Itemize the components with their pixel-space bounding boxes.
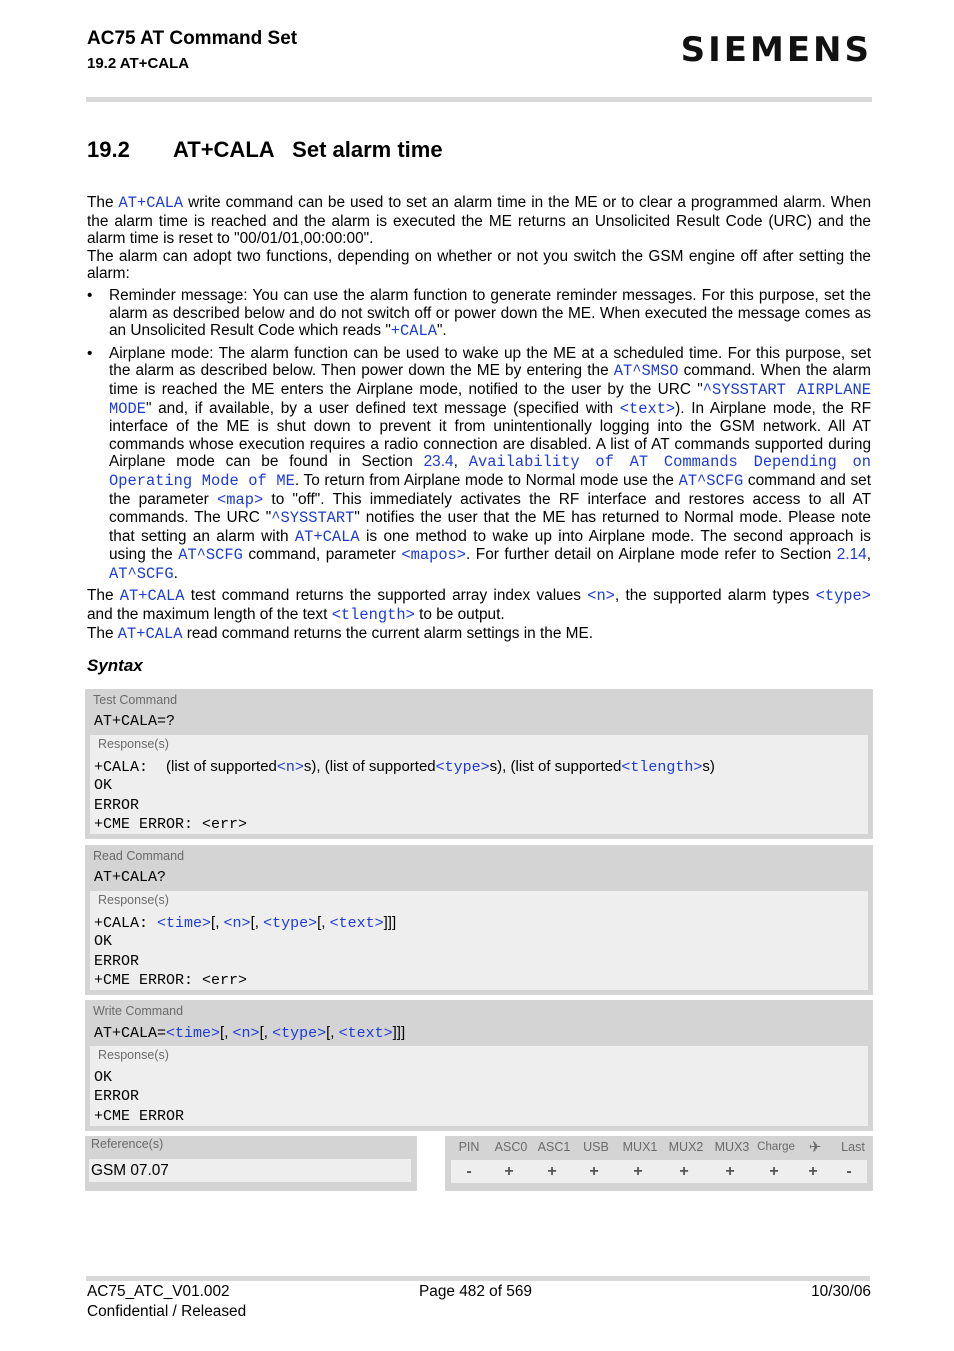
read-command-syntax: AT+CALA? (94, 869, 167, 886)
syntax-heading: Syntax (87, 656, 143, 675)
link-at-cala[interactable]: AT+CALA (117, 624, 183, 643)
link-at-scfg[interactable]: AT^SCFG (178, 546, 243, 565)
interface-table (445, 1136, 873, 1191)
col-asc0: ASC0 (494, 1140, 528, 1154)
write-response-block (90, 1046, 868, 1126)
bullet-reminder: • Reminder message: You can use the alarm function to generate reminder messages. For this purpose, set the alarm as described below and do not switch off or power down the ME. When executed the message comes as an Unsolicited Result Code which reads "+CALA". (87, 287, 871, 341)
siemens-logo: SIEMENS (680, 30, 872, 70)
link-cala-urc[interactable]: +CALA (390, 322, 437, 341)
document-title: AC75 AT Command Set (87, 28, 298, 49)
interface-table-header (445, 1136, 873, 1158)
reference-box (85, 1136, 417, 1191)
header-divider (86, 97, 872, 102)
body-text (87, 194, 871, 643)
paragraph: The alarm can adopt two functions, depending on whether or not you switch the GSM engine off after setting the alarm: (87, 247, 871, 283)
link-at-scfg[interactable]: AT^SCFG (109, 564, 174, 583)
response-line: +CALA: (list of supported<n>s), (list of supported<type>s), (list of supported<tlength>s) (94, 758, 715, 776)
col-usb: USB (583, 1140, 609, 1154)
link-text-param[interactable]: <text> (329, 915, 384, 932)
link-at-cala[interactable]: AT+CALA (294, 527, 360, 546)
link-n-param[interactable]: <n> (587, 587, 615, 606)
link-sysstart-airplane[interactable]: ^SYSSTART AIRPLANE MODE (109, 380, 871, 418)
value-mux2: + (679, 1162, 689, 1180)
test-command-syntax: AT+CALA=? (94, 713, 176, 730)
section-title: AT+CALA Set alarm time (173, 137, 443, 162)
link-tlength-param[interactable]: <tlength> (331, 606, 415, 625)
link-sysstart[interactable]: ^SYSSTART (271, 509, 355, 528)
link-n-param[interactable]: <n> (232, 1025, 260, 1042)
bullet-airplane: • Airplane mode: The alarm function can be used to wake up the ME at a scheduled time. For this purpose, set the alarm as described below. Then power down the ME by entering the AT^SMSO command. When the alarm time is reached the ME enters the Airplane mode, notified to the user by the URC "^SYSSTART AIRPLANE MODE" and, if available, by a user defined text message (specified with <text>). In Airplane mode, the RF interface of the ME is shut down to prevent it from unintentionally logging into the GSM network. All AT commands whose execution requires a radio connection are disabled. A list of AT commands supported during Airplane mode can be found in Section 23.4, Availability of AT Commands Depending on Operating Mode of ME. To return from Airplane mode to Normal mode use the AT^SCFG command and set the parameter <map> to "off". This immediately activates the RF interface and restores access to all AT commands. The URC "^SYSSTART" notifies the user that the ME has returned to Normal mode. Please note that setting an alarm with AT+CALA is one method to wake up into Airplane mode. The second approach is using the AT^SCFG command, parameter <mapos>. For further detail on Airplane mode refer to Section 2.14, AT^SCFG. (87, 345, 871, 584)
link-time-param[interactable]: <time> (157, 915, 212, 932)
read-response-block (90, 891, 868, 990)
value-pin: - (466, 1162, 472, 1180)
link-at-cala[interactable]: AT+CALA (119, 587, 185, 606)
link-type-param[interactable]: <type> (263, 915, 318, 932)
response-line: ERROR (94, 1088, 140, 1106)
response-line: ERROR (94, 952, 140, 970)
response-line: ERROR (94, 796, 140, 814)
response-line: +CME ERROR (94, 1107, 185, 1125)
read-command-label: Read Command (93, 849, 185, 863)
paragraph: The AT+CALA read command returns the current alarm settings in the ME. (87, 624, 594, 643)
test-command-label: Test Command (93, 693, 178, 707)
value-mux3: + (725, 1162, 735, 1180)
section-number: 19.2 (87, 137, 130, 162)
interface-table-values (451, 1160, 867, 1183)
link-n-param[interactable]: <n> (276, 759, 304, 776)
link-availability[interactable]: Availability of AT Commands Depending on Operating Mode of ME (109, 453, 871, 490)
link-section-2-14[interactable]: 2.14 (836, 546, 867, 564)
response-line: OK (94, 933, 113, 951)
response-line: +CALA: <time>[, <n>[, <type>[, <text>]]] (94, 914, 397, 932)
response-line: +CME ERROR: <err> (94, 971, 248, 989)
response-label: Response(s) (98, 1048, 169, 1062)
col-mux1: MUX1 (622, 1140, 658, 1154)
link-time-param[interactable]: <time> (166, 1025, 221, 1042)
write-command-block (85, 1000, 873, 1131)
response-line: +CME ERROR: <err> (94, 815, 248, 833)
response-label: Response(s) (98, 893, 169, 907)
footer-divider (86, 1276, 870, 1281)
value-asc1: + (547, 1162, 557, 1180)
footer-status: Confidential / Released (87, 1303, 247, 1320)
read-command-block (85, 845, 873, 995)
footer-date: 10/30/06 (811, 1283, 871, 1300)
response-line: OK (94, 777, 113, 795)
paragraph: The AT+CALA test command returns the supported array index values <n>, the supported alarm types <type> and the maximum length of the text <tlength> to be output. (87, 587, 872, 625)
link-type-param[interactable]: <type> (815, 587, 872, 606)
write-command-syntax: AT+CALA=<time>[, <n>[, <type>[, <text>]]] (94, 1024, 406, 1042)
col-pin: PIN (458, 1140, 480, 1154)
paragraph: The AT+CALA write command can be used to set an alarm time in the ME or to clear a programmed alarm. When the alarm time is reached and the alarm is executed the ME returns an Unsolicited Result Code (URC) and the alarm time is reset to "00/01/01,00:00:00". (87, 194, 872, 248)
value-mux1: + (633, 1162, 643, 1180)
section-heading (87, 137, 443, 163)
col-charge: Charge (757, 1141, 795, 1153)
link-type-param[interactable]: <type> (272, 1025, 327, 1042)
value-last: - (846, 1162, 852, 1180)
test-command-block (85, 689, 873, 839)
test-response-block (90, 735, 868, 834)
link-section-23-4[interactable]: 23.4 (423, 453, 454, 471)
response-line: OK (94, 1069, 113, 1086)
link-type-param[interactable]: <type> (435, 759, 490, 776)
document-subtitle: 19.2 AT+CALA (87, 55, 190, 72)
link-mapos-param[interactable]: <mapos> (401, 546, 467, 565)
footer-page-number: Page 482 of 569 (419, 1283, 532, 1300)
link-n-param[interactable]: <n> (223, 915, 251, 932)
link-tlength-param[interactable]: <tlength> (621, 759, 703, 776)
reference-value: GSM 07.07 (89, 1159, 411, 1182)
value-asc0: + (504, 1162, 514, 1180)
value-charge: + (769, 1162, 779, 1180)
col-mux2: MUX2 (668, 1140, 704, 1154)
response-label: Response(s) (98, 737, 169, 751)
write-command-label: Write Command (93, 1004, 184, 1018)
link-at-cala[interactable]: AT+CALA (118, 194, 184, 212)
reference-label: Reference(s) (91, 1137, 164, 1151)
footer-doc-id: AC75_ATC_V01.002 (87, 1283, 230, 1300)
col-last: Last (841, 1140, 865, 1154)
link-at-smso[interactable]: AT^SMSO (613, 362, 679, 381)
link-at-scfg[interactable]: AT^SCFG (678, 471, 744, 490)
col-mux3: MUX3 (714, 1140, 750, 1154)
link-map-param[interactable]: <map> (217, 490, 264, 509)
value-airplane: + (808, 1162, 818, 1180)
value-usb: + (589, 1162, 599, 1180)
link-text-param[interactable]: <text> (619, 399, 676, 418)
col-asc1: ASC1 (537, 1140, 571, 1154)
link-text-param[interactable]: <text> (338, 1025, 393, 1042)
airplane-icon: ✈ (808, 1139, 822, 1156)
